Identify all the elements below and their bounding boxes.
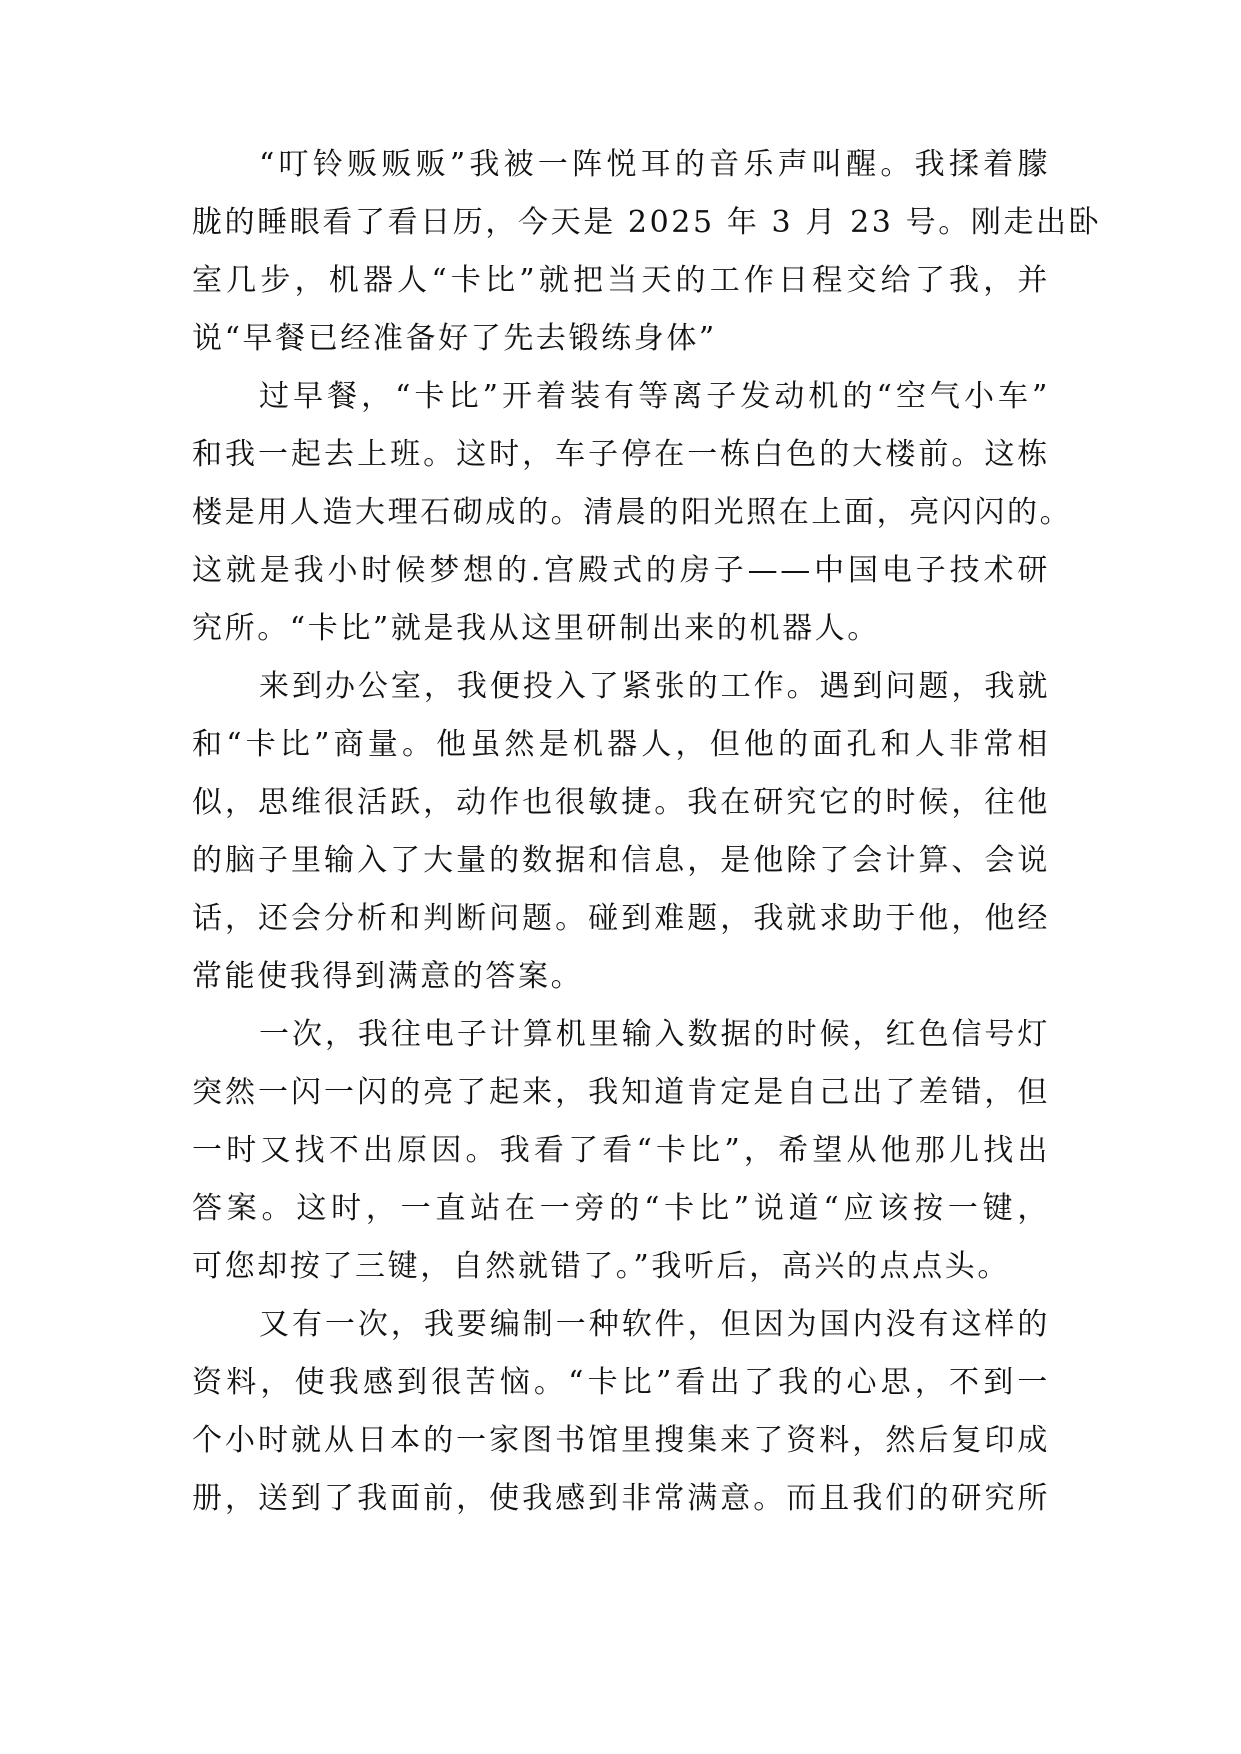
paragraph-3-line-6: 常能使我得到满意的答案。 (192, 959, 584, 994)
paragraph-4-line-2: 突然一闪一闪的亮了起来，我知道肯定是自己出了差错，但 (192, 1075, 1050, 1110)
paragraph-5-line-1: 又有一次，我要编制一种软件，但因为国内没有这样的 (259, 1307, 1050, 1342)
paragraph-2-line-4: 这就是我小时候梦想的.宫殿式的房子——中国电子技术研 (192, 553, 1050, 588)
paragraph-1-line-2: 胧的睡眼看了看日历，今天是 2025 年 3 月 23 号。刚走出卧 (192, 205, 1102, 240)
paragraph-3-line-2: 和“卡比”商量。他虽然是机器人，但他的面孔和人非常相 (192, 727, 1050, 762)
paragraph-1-line-4: 说“早餐已经准备好了先去锻练身体” (192, 321, 717, 356)
paragraph-2-line-2: 和我一起去上班。这时，车子停在一栋白色的大楼前。这栋 (192, 437, 1050, 472)
paragraph-1-line-3: 室几步，机器人“卡比”就把当天的工作日程交给了我，并 (192, 263, 1050, 298)
paragraph-3-line-5: 话，还会分析和判断问题。碰到难题，我就求助于他，他经 (192, 901, 1050, 936)
paragraph-1-line-1: “叮铃贩贩贩”我被一阵悦耳的音乐声叫醒。我揉着朦 (259, 147, 1050, 182)
paragraph-4-line-3: 一时又找不出原因。我看了看“卡比”，希望从他那儿找出 (192, 1133, 1050, 1168)
paragraph-5-line-2: 资料，使我感到很苦恼。“卡比”看出了我的心思，不到一 (192, 1365, 1050, 1400)
paragraph-2-line-3: 楼是用人造大理石砌成的。清晨的阳光照在上面，亮闪闪的。 (192, 495, 1073, 530)
paragraph-4-line-5: 可您却按了三键，自然就错了。”我听后，高兴的点点头。 (192, 1249, 1010, 1284)
paragraph-3-line-1: 来到办公室，我便投入了紧张的工作。遇到问题，我就 (259, 669, 1050, 704)
paragraph-4-line-1: 一次，我往电子计算机里输入数据的时候，红色信号灯 (259, 1017, 1050, 1052)
paragraph-3-line-3: 似，思维很活跃，动作也很敏捷。我在研究它的时候，往他 (192, 785, 1050, 820)
paragraph-4-line-4: 答案。这时，一直站在一旁的“卡比”说道“应该按一键， (192, 1191, 1050, 1226)
paragraph-2-line-5: 究所。“卡比”就是我从这里研制出来的机器人。 (192, 611, 880, 646)
paragraph-2-line-1: 过早餐，“卡比”开着装有等离子发动机的“空气小车” (259, 379, 1050, 414)
paragraph-3-line-4: 的脑子里输入了大量的数据和信息，是他除了会计算、会说 (192, 843, 1050, 878)
paragraph-5-line-4: 册，送到了我面前，使我感到非常满意。而且我们的研究所 (192, 1481, 1050, 1516)
paragraph-5-line-3: 个小时就从日本的一家图书馆里搜集来了资料，然后复印成 (192, 1423, 1050, 1458)
